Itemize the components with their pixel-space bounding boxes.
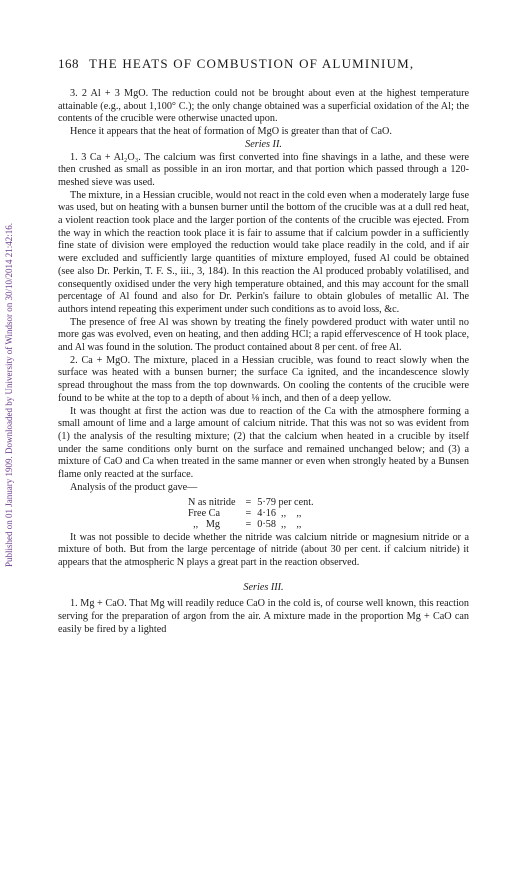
paragraph-5: The presence of free Al was shown by treating the finely powdered product with water until no more gas was evolved, even on heating, and then adding HCl; a rapid effervescence of H took place, and Al was found in the solution. The product contained about 8 per cent. of free Al.: [58, 316, 469, 354]
publication-sidebar: [2, 135, 16, 655]
analysis-value: 0·58 ,, ,,: [257, 518, 302, 530]
table-row: [188, 497, 314, 508]
analysis-value: 4·16 ,, ,,: [257, 507, 302, 519]
paragraph-8: Analysis of the product gave—: [70, 481, 198, 493]
paragraph-3: 1. 3 Ca + Al₂O₃. The calcium was first converted into fine shavings in a lathe, and these were then crushed as small as possible in an iron mortar, and that portion which passed through a 120-meshed sieve was used.: [58, 151, 469, 188]
paragraph-4: The mixture, in a Hessian crucible, would not react in the cold even when a moderately large fuse was used, but on heating with a bunsen burner until the bottom of the crucible was at a dull red heat, a violent reaction took place and the larger portion of the contents of the crucible was ejected. From the way in which the reaction took place it is fair to assume that if calcium powder in a sufficiently fine state of division were employed the reduction would take place readily in the cold, and if air were excluded and sufficiently large quantities of mixture employed, fused Al could be obtained (see also Dr. Perkin, T. F. S., iii., 3, 184). In this reaction the Al produced probably volatilised, and consequently oxidised under the very high temperature obtained, and this may account for the small percentage of Al found and also for Dr. Perkin's failure to obtain globules of metallic Al. The authors intend repeating this experiment under such conditions as to avoid loss, &c.: [58, 189, 469, 315]
analysis-label: N as nitride: [188, 496, 236, 508]
paragraph-9: It was not possible to decide whether the nitride was calcium nitride or magnesium nitride or a mixture of both. But from the large percentage of nitride (about 30 per cent. if calcium nitride) it appears that the atmospheric N plays a great part in the reaction observed.: [58, 531, 469, 568]
series-iii-heading: Series III.: [243, 581, 284, 593]
analysis-label: Free Ca: [188, 507, 220, 519]
page-number: 168: [58, 56, 79, 71]
paragraph-7: It was thought at first the action was due to reaction of the Ca with the atmosphere forming a small amount of lime and a large amount of calcium nitride. That this was not so was evident from (1) the analysis of the resulting mixture; (2) that the calcium when heated in a crucible by itself under the same conditions only burnt on the surface and remained unchanged below; and (3) a mixture of CaO and Ca when treated in the same manner or even when strongly heated by a Bunsen flame only reacted at the surface.: [58, 405, 469, 481]
paragraph-2: Hence it appears that the heat of formation of MgO is greater than that of CaO.: [70, 126, 392, 138]
analysis-equals: =: [245, 507, 252, 519]
table-row: [188, 519, 314, 530]
paragraph-6: 2. Ca + MgO. The mixture, placed in a Hessian crucible, was found to react slowly when the surface was heated with a bunsen burner; the surface Ca ignited, and the incandescence slowly spread throughout the mass from the top downwards. On cooling the contents of the crucible were found to be white at the top to a depth of about ⅛ inch, and then of a deep yellow.: [58, 354, 469, 404]
table-row: [188, 508, 314, 519]
paragraph-1: 3. 2 Al + 3 MgO. The reduction could not be brought about even at the highest temperature attainable (e.g., about 1,100° C.); the only change obtained was a superficial oxidation of the Al; the contents of the crucible were otherwise unacted upon.: [58, 88, 469, 125]
analysis-value: 5·79 per cent.: [257, 496, 314, 508]
spacer: [58, 570, 469, 582]
analysis-equals: =: [245, 496, 252, 508]
series-ii-heading: Series II.: [245, 138, 282, 150]
analysis-label: ,, Mg: [188, 518, 220, 530]
paragraph-10: 1. Mg + CaO. That Mg will readily reduce CaO in the cold is, of course well known, this reaction serving for the preparation of argon from the air. A mixture made in the proportion Mg + CaO can easily be fired by a lighted: [58, 598, 469, 635]
analysis-equals: =: [245, 518, 252, 530]
page: [58, 56, 469, 636]
analysis-table: [188, 497, 314, 530]
running-title: THE HEATS OF COMBUSTION OF ALUMINIUM,: [89, 56, 415, 71]
publication-note: Published on 01 January 1909. Downloaded by University of Windsor on 30/10/2014 21:42:16.: [4, 223, 14, 567]
running-header: [58, 56, 469, 74]
